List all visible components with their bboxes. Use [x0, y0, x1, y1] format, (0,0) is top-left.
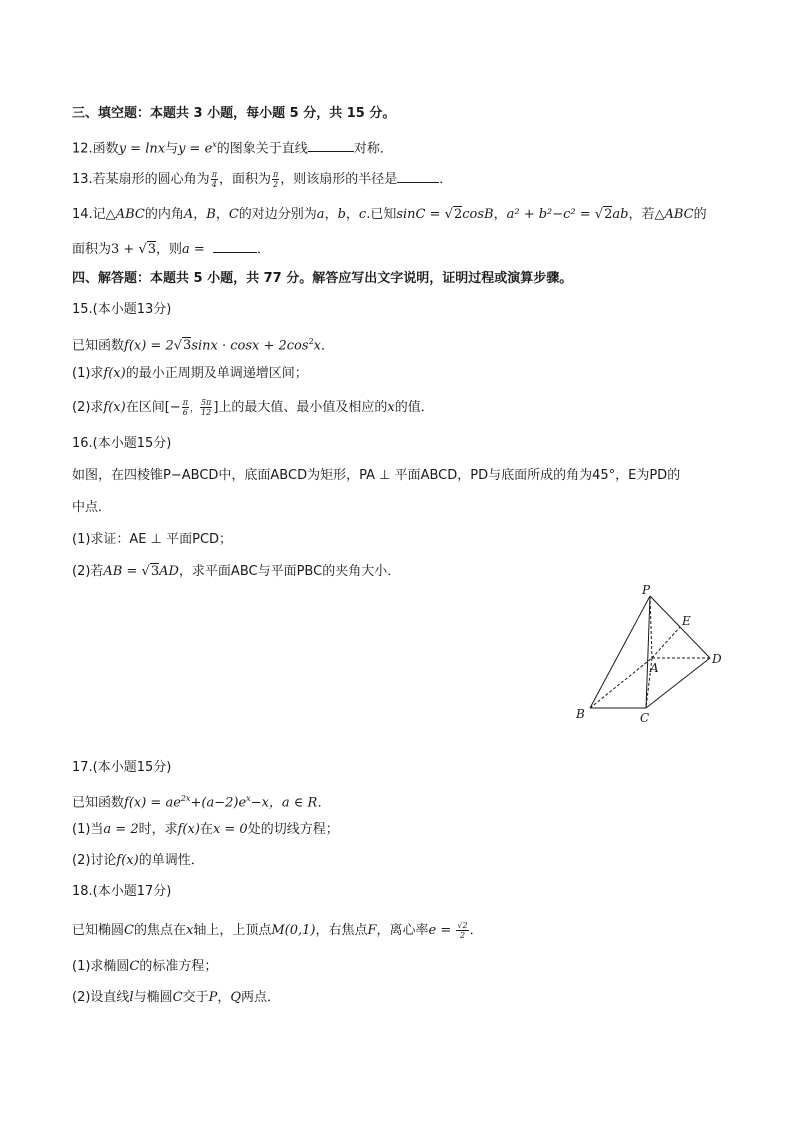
- q15-p1-pre: (1)求: [72, 366, 104, 381]
- q13-fraction-1: [211, 170, 218, 189]
- q13-end: ．: [439, 172, 453, 187]
- q17-p2-post: 的单调性．: [138, 853, 204, 868]
- q14-abc: ABC: [115, 207, 145, 222]
- q15-p2-end: 的值．: [394, 400, 434, 415]
- q14-t4: ，若△: [628, 207, 665, 222]
- q15-p2-mid: 在区间[−: [125, 400, 181, 415]
- q14-abc2: ABC: [664, 207, 694, 222]
- q14-e2b: ab: [612, 207, 629, 222]
- q18-p2-q: Q: [230, 990, 242, 1005]
- q14-cc: C: [228, 207, 239, 222]
- q18-p1-c: C: [129, 959, 140, 974]
- q12-expr2-sup: x: [212, 140, 217, 149]
- q14-lc: c: [358, 207, 367, 222]
- q18-stem-t4: ，离心率: [376, 923, 429, 938]
- q15-p2-d1: 6: [182, 408, 188, 417]
- q14-c2: ，: [215, 207, 229, 222]
- q14-line2-a: a =: [182, 242, 209, 257]
- q14-lb: b: [337, 207, 346, 222]
- q18-p2-t: 与椭圆: [133, 990, 173, 1005]
- q18-p1-pre: (1)求椭圆: [72, 959, 130, 974]
- q18-stem-c: C: [124, 923, 134, 938]
- label-d: D: [712, 652, 722, 666]
- q17-stem-sup1: 2x: [180, 794, 191, 803]
- q13-frac1-den: 4: [211, 180, 217, 189]
- q13-frac1-num: π: [211, 170, 217, 179]
- q18-part2: [72, 988, 280, 1008]
- q14-c1: ，: [193, 207, 207, 222]
- q14-line2-pre: 面积为: [72, 242, 112, 257]
- q17-p1-t2: 在: [199, 822, 213, 837]
- q15-stem: 已知函数$f(x) = 2√3\sin x \cdot \cos x + 2\cos^2x$．: [72, 337, 335, 354]
- q17-p1-post: 处的切线方程；: [247, 822, 339, 837]
- q15-stem-radicand: 3: [183, 338, 192, 354]
- section3-heading: [72, 104, 395, 124]
- q17-stem-sup2: x: [246, 794, 251, 803]
- q15-p2-f: f(x): [103, 400, 126, 415]
- q16-p2-ad: AD: [159, 564, 179, 579]
- q15-stem-end: ．: [321, 338, 335, 354]
- edge-pb: [590, 596, 650, 708]
- q13-fraction-2: [272, 170, 279, 189]
- q14-c3: ，: [324, 207, 338, 222]
- q16-line2: 中点．: [72, 500, 112, 515]
- q18-stem-frac: [456, 921, 468, 940]
- q15-stem-x: x: [313, 338, 321, 354]
- q15-part1: [72, 364, 308, 384]
- label-p: P: [642, 583, 651, 597]
- q18-p1-post: 的标准方程；: [139, 959, 218, 974]
- q12-post: 对称．: [353, 141, 393, 157]
- q15-p1-f: f(x): [103, 366, 126, 381]
- q14-la: a: [316, 207, 325, 222]
- section4-heading-text: 四、解答题：本题共 5 小题，共 77 分。解答应写出文字说明，证明过程或演算步骤。: [72, 271, 573, 286]
- q14-b1: B: [206, 207, 216, 222]
- q17-p1-a: a = 2: [103, 822, 139, 837]
- q14-e2: a² + b²−c² =: [506, 207, 595, 222]
- q14-t3: .已知: [366, 207, 397, 222]
- q15-stem-expr: f(x) = 2: [124, 338, 174, 354]
- q18-p2-l: l: [129, 990, 134, 1005]
- q12-pre: 12.函数: [72, 141, 119, 157]
- q14-c5: ，: [493, 207, 507, 222]
- q14-line2-end: ．: [256, 242, 270, 257]
- q16-p2-post: ，求平面ABC与平面PBC的夹角大小．: [178, 564, 401, 579]
- q17-stem-f: f(x) = ae: [124, 795, 181, 811]
- q18-stem-t2: 轴上，上顶点: [193, 923, 272, 938]
- q13-mid: ，面积为: [218, 172, 271, 187]
- q16-p2-expr: AB =: [103, 564, 142, 579]
- q16-p2-radicand: 3: [150, 564, 160, 579]
- q18-stem: [72, 921, 483, 941]
- edge-pc: [646, 596, 650, 708]
- q18-p2-t2: 交于: [182, 990, 209, 1005]
- q12-answer-blank[interactable]: [308, 137, 354, 152]
- q18-p2-pre: (2)设直线: [72, 990, 130, 1005]
- q14-pre: 14.记△: [72, 207, 116, 222]
- q15-part2: [72, 398, 434, 419]
- q18-stem-t1: 的焦点在: [133, 923, 186, 938]
- q17-stem-pre: 已知函数: [72, 795, 125, 811]
- q18-stem-x: x: [185, 923, 194, 938]
- pyramid-figure: [560, 578, 740, 728]
- edge-ae: [652, 627, 680, 658]
- label-c: C: [640, 711, 650, 725]
- q18-stem-f: F: [367, 923, 377, 938]
- q18-stem-num: √2: [457, 921, 468, 930]
- q14-line2-expr: 3 +: [111, 242, 139, 257]
- q15-stem-expr2: sinx · cosx + 2cos: [191, 338, 309, 354]
- q13-post: ，则该扇形的半径是: [280, 172, 398, 187]
- q14-t5: 的: [693, 207, 707, 222]
- label-b: B: [576, 707, 585, 721]
- q15-p2-close: ]上的最大值、最小值及相应的: [213, 400, 388, 415]
- q15-p2-d2: 12: [201, 408, 212, 417]
- q16-p2-pre: (2)若: [72, 564, 104, 579]
- q12-mid: 与: [165, 141, 179, 157]
- edge-ab: [590, 658, 652, 708]
- q12-text: 的图象关于直线: [216, 141, 308, 157]
- q18-p2-end: 两点．: [241, 990, 281, 1005]
- q15-stem-sup: 2: [308, 337, 314, 346]
- q14-line2-mid: ，则: [156, 242, 183, 257]
- q18-title: 18.(本小题17分): [72, 884, 172, 899]
- section4-heading: [72, 269, 572, 289]
- q17-p1-f: f(x): [177, 822, 200, 837]
- q14-line2-radicand: 3: [147, 242, 157, 257]
- q17-p1-pre: (1)当: [72, 822, 104, 837]
- q18-part1: [72, 957, 217, 977]
- label-a: A: [650, 661, 659, 675]
- section3-heading-text: 三、填空题：本题共 3 小题，每小题 5 分，共 15 分。: [72, 106, 396, 121]
- q14-e2-radicand: 2: [604, 207, 613, 222]
- q18-stem-den: 2: [459, 931, 466, 940]
- q18-stem-t3: ，右焦点: [315, 923, 368, 938]
- q15-p2-sep: ，: [189, 404, 199, 414]
- q13-answer-blank[interactable]: [397, 168, 439, 183]
- question-14-line1: 14.记△ABC的内角A，B，C的对边分别为a，b，c.已知sinC = √2cosB，a² + b²−c² = √2ab，若△ABC的: [72, 207, 707, 222]
- q17-title: 17.(本小题15分): [72, 760, 172, 775]
- q17-stem-end: −x，a ∈ R．: [250, 795, 331, 811]
- q18-p2-c: C: [172, 990, 183, 1005]
- question-13: [72, 168, 452, 190]
- q17-part2: [72, 851, 204, 871]
- q18-stem-end: ．: [469, 923, 483, 938]
- question-14-line2: 面积为3 + √3，则a = ．: [72, 238, 270, 260]
- q14-e1b: cosB: [462, 207, 494, 222]
- q18-stem-pre: 已知椭圆: [72, 923, 125, 938]
- q17-p2-f: f(x): [116, 853, 139, 868]
- q14-e1-radicand: 2: [453, 207, 463, 222]
- edge-pa: [650, 596, 652, 658]
- label-e: E: [682, 614, 691, 628]
- q15-p2-frac1: [182, 398, 189, 417]
- q14-answer-blank[interactable]: [213, 238, 257, 253]
- q13-pre: 13.若某扇形的圆心角为: [72, 172, 210, 187]
- q12-expr2: y = e: [178, 141, 213, 157]
- q14-e1: sinC =: [396, 207, 445, 222]
- q13-frac2-den: 2: [273, 180, 279, 189]
- q16-line1: 如图，在四棱锥P−ABCD中，底面ABCD为矩形，PA ⊥ 平面ABCD，PD与底面所成的角为45°，E为PD的: [72, 468, 681, 483]
- q17-stem-mid: +(a−2)e: [190, 795, 247, 811]
- q15-stem-pre: 已知函数: [72, 338, 125, 354]
- question-12: [72, 135, 393, 159]
- q17-p2-pre: (2)讨论: [72, 853, 117, 868]
- q18-stem-m: M(0,1): [271, 923, 316, 938]
- q15-p2-n2: 5π: [200, 398, 212, 407]
- q15-p1-post: 的最小正周期及单调递增区间；: [125, 366, 308, 381]
- q16-part2: (2)若AB = √3AD，求平面ABC与平面PBC的夹角大小．: [72, 564, 401, 579]
- q16-part1: (1)求证：AE ⊥ 平面PCD；: [72, 532, 233, 547]
- q16-title: 16.(本小题15分): [72, 436, 172, 451]
- q14-t2: 的对边分别为: [238, 207, 317, 222]
- q14-c4: ，: [345, 207, 359, 222]
- q13-frac2-num: π: [272, 170, 279, 179]
- q17-part1: [72, 820, 339, 840]
- q17-p1-t: 时，求: [138, 822, 178, 837]
- q17-stem: [72, 789, 330, 813]
- q15-p2-x: x: [387, 400, 395, 415]
- q15-p2-pre: (2)求: [72, 400, 104, 415]
- q15-title: 15.(本小题13分): [72, 302, 172, 317]
- q17-p1-x: x = 0: [212, 822, 248, 837]
- q14-t1: 的内角: [144, 207, 184, 222]
- q12-expr1: y = lnx: [118, 141, 166, 157]
- q15-p2-frac2: [200, 398, 212, 417]
- q18-p2-sep: ，: [217, 990, 231, 1005]
- q15-p2-n1: π: [182, 398, 188, 407]
- q18-p2-p: P: [208, 990, 218, 1005]
- q14-a1: A: [183, 207, 194, 222]
- q18-stem-e: e =: [428, 923, 456, 938]
